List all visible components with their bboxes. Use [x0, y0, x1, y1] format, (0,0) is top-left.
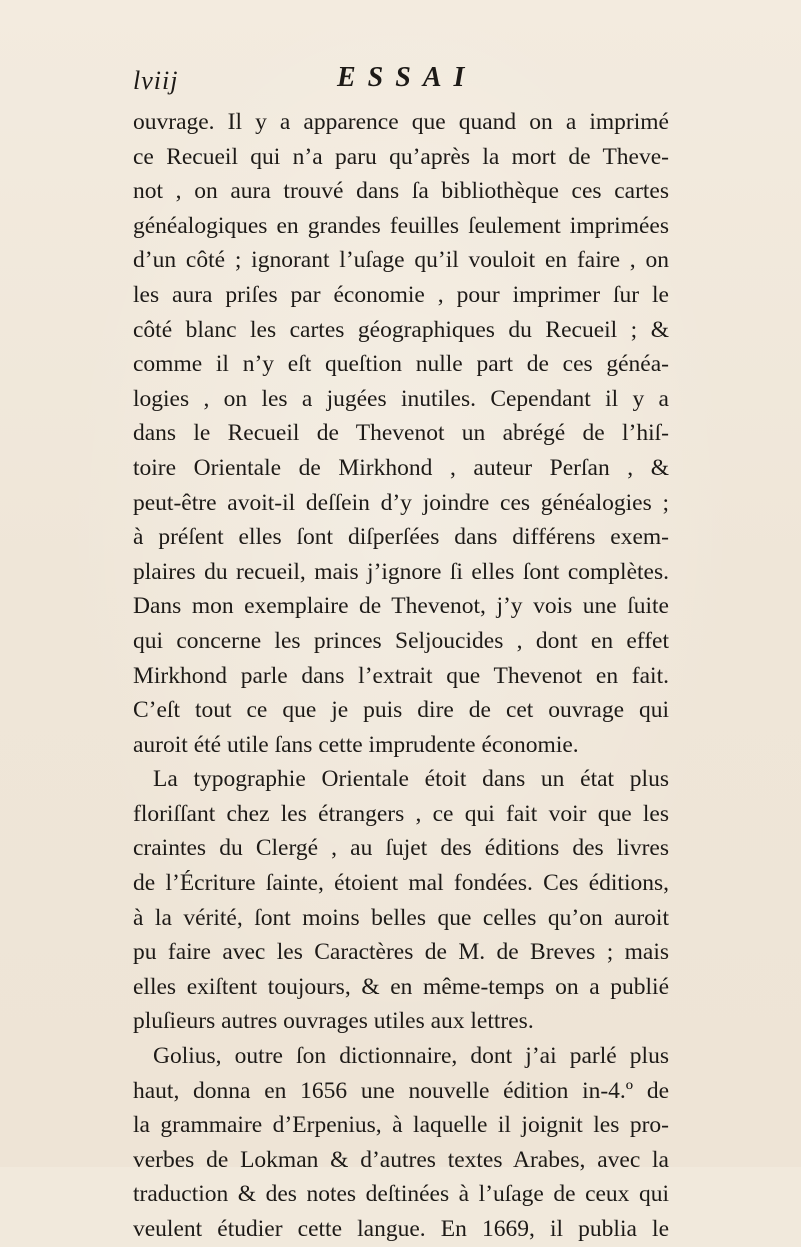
text-line: comme il n’y eſt queſtion nulle part de ces généa-: [133, 351, 669, 378]
page-header: [133, 62, 673, 102]
text-line: Mirkhond parle dans l’extrait que Thevenot en fait.: [133, 662, 669, 689]
text-line: généalogiques en grandes feuilles ſeulement imprimées: [133, 212, 669, 239]
running-title: ESSAI: [337, 62, 477, 93]
text-line: la grammaire d’Erpenius, à laquelle il joignit les pro-: [133, 1112, 669, 1139]
text-line: floriſſant chez les étrangers , ce qui fait voir que les: [133, 800, 669, 827]
text-line: plaires du recueil, mais j’ignore ſi elles ſont complètes.: [133, 558, 669, 585]
text-line: Dans mon exemplaire de Thevenot, j’y vois une ſuite: [133, 593, 669, 620]
page-number: lviij: [133, 66, 179, 95]
text-line: peut-être avoit-il deſſein d’y joindre ces généalogies ;: [133, 489, 669, 516]
text-line: verbes de Lokman & d’autres textes Arabes, avec la: [133, 1146, 669, 1173]
text-line: haut, donna en 1656 une nouvelle édition in-4.º de: [133, 1077, 669, 1104]
text-line: ce Recueil qui n’a paru qu’après la mort de Theve-: [133, 143, 669, 170]
text-line: logies , on les a jugées inutiles. Cependant il y a: [133, 385, 669, 412]
text-line: les aura priſes par économie , pour imprimer ſur le: [133, 281, 669, 308]
body-text: [133, 105, 669, 1247]
text-line: de l’Écriture ſainte, étoient mal fondées. Ces éditions,: [133, 870, 669, 897]
text-line: toire Orientale de Mirkhond , auteur Perſan , &: [133, 454, 669, 481]
text-line: C’eſt tout ce que je puis dire de cet ouvrage qui: [133, 697, 669, 724]
text-line: dans le Recueil de Thevenot un abrégé de l’hiſ-: [133, 420, 669, 447]
text-line: à la vérité, ſont moins belles que celles qu’on auroit: [133, 904, 669, 931]
text-line: La typographie Orientale étoit dans un état plus: [153, 766, 669, 793]
text-line: elles exiſtent toujours, & en même-temps on a publié: [133, 973, 669, 1000]
text-line: ouvrage. Il y a apparence que quand on a imprimé: [133, 109, 669, 135]
text-line: craintes du Clergé , au ſujet des éditions des livres: [133, 835, 669, 862]
text-line: pu faire avec les Caractères de M. de Breves ; mais: [133, 939, 669, 966]
text-line: not , on aura trouvé dans ſa bibliothèque ces cartes: [133, 178, 669, 205]
text-line: auroit été utile ſans cette imprudente économie.: [133, 731, 579, 758]
text-line: qui concerne les princes Seljoucides , dont en effet: [133, 627, 669, 654]
text-line: veulent étudier cette langue. En 1669, il publia le: [133, 1216, 669, 1242]
text-line: côté blanc les cartes géographiques du Recueil ; &: [133, 316, 669, 343]
text-line: traduction & des notes deſtinées à l’uſage de ceux qui: [133, 1181, 669, 1208]
text-line: pluſieurs autres ouvrages utiles aux lettres.: [133, 1008, 534, 1035]
text-line: à préſent elles ſont diſperſées dans différens exem-: [133, 524, 669, 551]
text-line: d’un côté ; ignorant l’uſage qu’il vouloit en faire , on: [133, 247, 669, 274]
text-line: Golius, outre ſon dictionnaire, dont j’ai parlé plus: [153, 1043, 669, 1070]
